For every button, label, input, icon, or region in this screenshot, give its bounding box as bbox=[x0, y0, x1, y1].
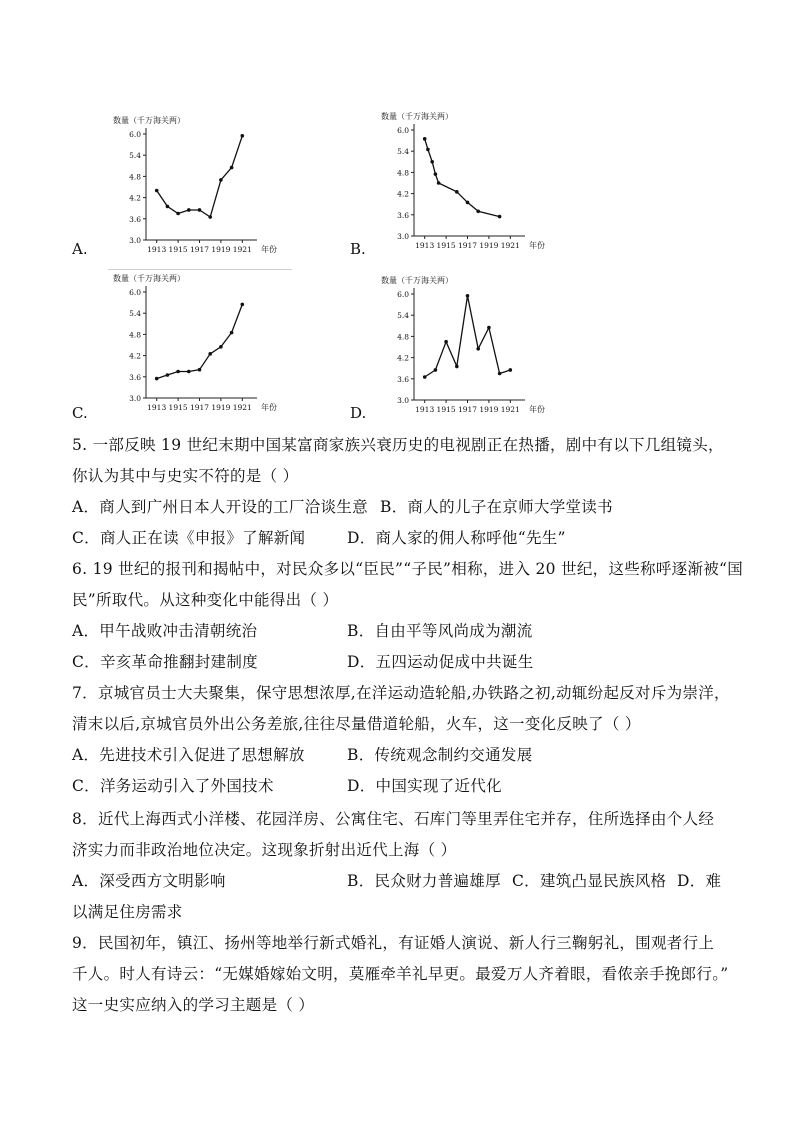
data-point bbox=[434, 368, 438, 372]
question-5 bbox=[72, 430, 732, 554]
y-tick-label: 3.0 bbox=[129, 394, 141, 403]
data-point bbox=[155, 377, 159, 381]
question-5-option-a: A．商人到广州日本人开设的工厂洽谈生意 bbox=[72, 498, 368, 516]
y-tick-label: 5.4 bbox=[397, 147, 409, 157]
y-tick-label: 3.6 bbox=[129, 372, 141, 382]
data-point bbox=[176, 370, 180, 374]
x-axis-unit: 年份 bbox=[529, 241, 545, 250]
data-point bbox=[434, 172, 438, 176]
data-point bbox=[187, 208, 191, 212]
data-point bbox=[437, 181, 441, 185]
data-point bbox=[509, 368, 513, 372]
x-tick-label: 1921 bbox=[232, 403, 252, 412]
question-6-stem-line: 6. 19 世纪的报刊和揭帖中，对民众多以“臣民”“子民”相称，进入 20 世纪，这些称呼逐渐被“国 bbox=[72, 560, 744, 578]
x-tick-label: 1921 bbox=[500, 405, 520, 414]
data-point bbox=[208, 215, 212, 219]
x-tick-label: 1917 bbox=[189, 245, 210, 254]
data-point bbox=[430, 160, 434, 164]
choice-letter-a: A. bbox=[72, 240, 88, 258]
question-6-option-b: B．自由平等风尚成为潮流 bbox=[347, 622, 533, 640]
y-axis-label: 数量（千万海关两） bbox=[381, 276, 453, 285]
x-tick-label: 1917 bbox=[457, 241, 478, 250]
question-6-stem-line: 民”所取代。从这种变化中能得出（ ） bbox=[72, 591, 339, 609]
data-point bbox=[241, 134, 245, 138]
data-point bbox=[455, 365, 459, 369]
series-line bbox=[157, 136, 243, 217]
y-tick-label: 4.2 bbox=[397, 189, 409, 199]
question-8-option-d-wrap: 以满足住房需求 bbox=[72, 903, 183, 921]
data-point bbox=[230, 166, 234, 170]
question-7-stem-line: 清末以后,京城官员外出公务差旅,往往尽量借道轮船，火车，这一变化反映了（ ） bbox=[72, 715, 641, 733]
question-7-option-a: A．先进技术引入促进了思想解放 bbox=[72, 746, 305, 764]
data-point bbox=[426, 148, 430, 152]
choice-letter-c: C. bbox=[72, 404, 88, 422]
y-tick-label: 4.2 bbox=[129, 351, 141, 361]
y-axis-label: 数量（千万海关两） bbox=[381, 112, 453, 121]
chart-c-svg bbox=[108, 270, 293, 415]
question-6-option-c: C．辛亥革命推翻封建制度 bbox=[72, 653, 258, 671]
y-tick-label: 5.4 bbox=[129, 151, 141, 161]
question-8-stem-line: 8．近代上海西式小洋楼、花园洋房、公寓住宅、石库门等里弄住宅并存，住所选择由个人经 bbox=[72, 810, 715, 828]
x-tick-label: 1921 bbox=[232, 245, 252, 254]
y-axis-label: 数量（千万海关两） bbox=[113, 116, 185, 125]
y-tick-label: 3.0 bbox=[129, 236, 141, 245]
series-line bbox=[425, 139, 500, 217]
y-tick-label: 4.2 bbox=[397, 353, 409, 363]
x-tick-label: 1917 bbox=[189, 403, 210, 412]
chart-b bbox=[376, 108, 561, 250]
question-5-option-b: B．商人的儿子在京师大学堂读书 bbox=[380, 498, 613, 516]
x-tick-label: 1913 bbox=[147, 245, 167, 254]
y-tick-label: 5.4 bbox=[397, 311, 409, 321]
question-7-option-c: C．洋务运动引入了外国技术 bbox=[72, 777, 274, 795]
data-point bbox=[476, 347, 480, 351]
question-5-stem-line: 5. 一部反映 19 世纪末期中国某富商家族兴衰历史的电视剧正在热播，剧中有以下几组镜头， bbox=[72, 436, 724, 454]
x-axis-unit: 年份 bbox=[261, 245, 277, 254]
question-8 bbox=[72, 804, 732, 928]
choice-letter-b: B. bbox=[350, 240, 366, 258]
question-9-stem-line: 千人。时人有诗云：“无媒婚嫁始文明，莫雁牵羊礼早更。最爱万人齐着眼，看侬亲手挽郎行。” bbox=[72, 965, 729, 983]
data-point bbox=[230, 331, 234, 335]
y-tick-label: 6.0 bbox=[397, 126, 409, 135]
question-6 bbox=[72, 554, 744, 678]
question-7-stem-line: 7．京城官员士大夫聚集，保守思想浓厚,在洋运动造轮船,办铁路之初,动辄纷起反对斥为崇洋， bbox=[72, 684, 730, 702]
data-point bbox=[219, 345, 223, 349]
data-point bbox=[208, 352, 212, 356]
data-point bbox=[219, 178, 223, 182]
data-point bbox=[498, 372, 502, 376]
chart-d-svg bbox=[376, 272, 561, 415]
y-tick-label: 3.6 bbox=[397, 374, 409, 384]
chart-a-svg bbox=[108, 112, 283, 254]
x-tick-label: 1915 bbox=[168, 245, 188, 254]
series-line bbox=[425, 296, 511, 377]
x-tick-label: 1917 bbox=[457, 405, 478, 414]
series-line bbox=[157, 304, 243, 378]
question-8-option-b: B．民众财力普遍雄厚 bbox=[347, 872, 501, 890]
y-tick-label: 3.0 bbox=[397, 232, 409, 241]
data-point bbox=[487, 326, 491, 330]
question-7 bbox=[72, 678, 732, 802]
x-tick-label: 1915 bbox=[168, 403, 188, 412]
data-point bbox=[155, 189, 159, 193]
y-tick-label: 4.2 bbox=[129, 193, 141, 203]
chart-c bbox=[108, 270, 293, 415]
x-tick-label: 1919 bbox=[211, 403, 231, 412]
x-tick-label: 1919 bbox=[479, 241, 499, 250]
x-tick-label: 1921 bbox=[500, 241, 520, 250]
data-point bbox=[166, 373, 170, 377]
data-point bbox=[423, 137, 427, 141]
question-5-stem-line: 你认为其中与史实不符的是（ ） bbox=[72, 467, 299, 485]
x-axis-unit: 年份 bbox=[261, 403, 277, 412]
data-point bbox=[187, 370, 191, 374]
data-point bbox=[423, 375, 427, 379]
y-tick-label: 6.0 bbox=[129, 130, 141, 139]
chart-a bbox=[108, 112, 283, 254]
y-tick-label: 3.0 bbox=[397, 396, 409, 405]
y-tick-label: 3.6 bbox=[129, 214, 141, 224]
question-7-option-d: D．中国实现了近代化 bbox=[347, 777, 502, 795]
data-point bbox=[166, 205, 170, 209]
x-tick-label: 1913 bbox=[415, 405, 435, 414]
chart-d bbox=[376, 272, 561, 415]
question-8-option-c: C．建筑凸显民族风格 bbox=[512, 872, 667, 890]
data-point bbox=[466, 294, 470, 298]
y-tick-label: 4.8 bbox=[397, 168, 409, 178]
data-point bbox=[466, 201, 470, 205]
question-8-option-d: D．难 bbox=[677, 872, 722, 890]
choice-letter-d: D. bbox=[350, 404, 367, 422]
data-point bbox=[176, 212, 180, 216]
question-9 bbox=[72, 928, 732, 1021]
y-tick-label: 6.0 bbox=[397, 290, 409, 299]
x-tick-label: 1913 bbox=[415, 241, 435, 250]
data-point bbox=[444, 340, 448, 344]
y-tick-label: 5.4 bbox=[129, 309, 141, 319]
question-6-option-a: A．甲午战败冲击清朝统治 bbox=[72, 622, 258, 640]
question-9-stem-line: 这一史实应纳入的学习主题是（ ） bbox=[72, 996, 315, 1014]
question-6-option-d: D．五四运动促成中共诞生 bbox=[347, 653, 534, 671]
question-5-option-c: C．商人正在读《申报》了解新闻 bbox=[72, 529, 306, 547]
data-point bbox=[198, 368, 202, 372]
x-tick-label: 1919 bbox=[211, 245, 231, 254]
y-tick-label: 4.8 bbox=[129, 330, 141, 340]
question-8-stem-line: 济实力而非政治地位决定。这现象折射出近代上海（ ） bbox=[72, 841, 457, 859]
y-tick-label: 4.8 bbox=[129, 172, 141, 182]
y-axis-label: 数量（千万海关两） bbox=[113, 274, 185, 283]
data-point bbox=[476, 209, 480, 213]
y-tick-label: 6.0 bbox=[129, 288, 141, 297]
question-9-stem-line: 9．民国初年，镇江、扬州等地举行新式婚礼，有证婚人演说、新人行三鞠躬礼，围观者行上 bbox=[72, 934, 715, 952]
question-8-option-a: A．深受西方文明影响 bbox=[72, 872, 226, 890]
x-axis-unit: 年份 bbox=[529, 405, 545, 414]
data-point bbox=[241, 303, 245, 307]
data-point bbox=[498, 215, 502, 219]
x-tick-label: 1915 bbox=[436, 405, 456, 414]
x-tick-label: 1919 bbox=[479, 405, 499, 414]
question-7-option-b: B．传统观念制约交通发展 bbox=[347, 746, 533, 764]
data-point bbox=[455, 190, 459, 194]
question-5-option-d: D．商人家的佣人称呼他“先生” bbox=[347, 529, 566, 547]
x-tick-label: 1915 bbox=[436, 241, 456, 250]
y-tick-label: 4.8 bbox=[397, 332, 409, 342]
x-tick-label: 1913 bbox=[147, 403, 167, 412]
y-tick-label: 3.6 bbox=[397, 210, 409, 220]
data-point bbox=[198, 208, 202, 212]
chart-b-svg bbox=[376, 108, 561, 250]
